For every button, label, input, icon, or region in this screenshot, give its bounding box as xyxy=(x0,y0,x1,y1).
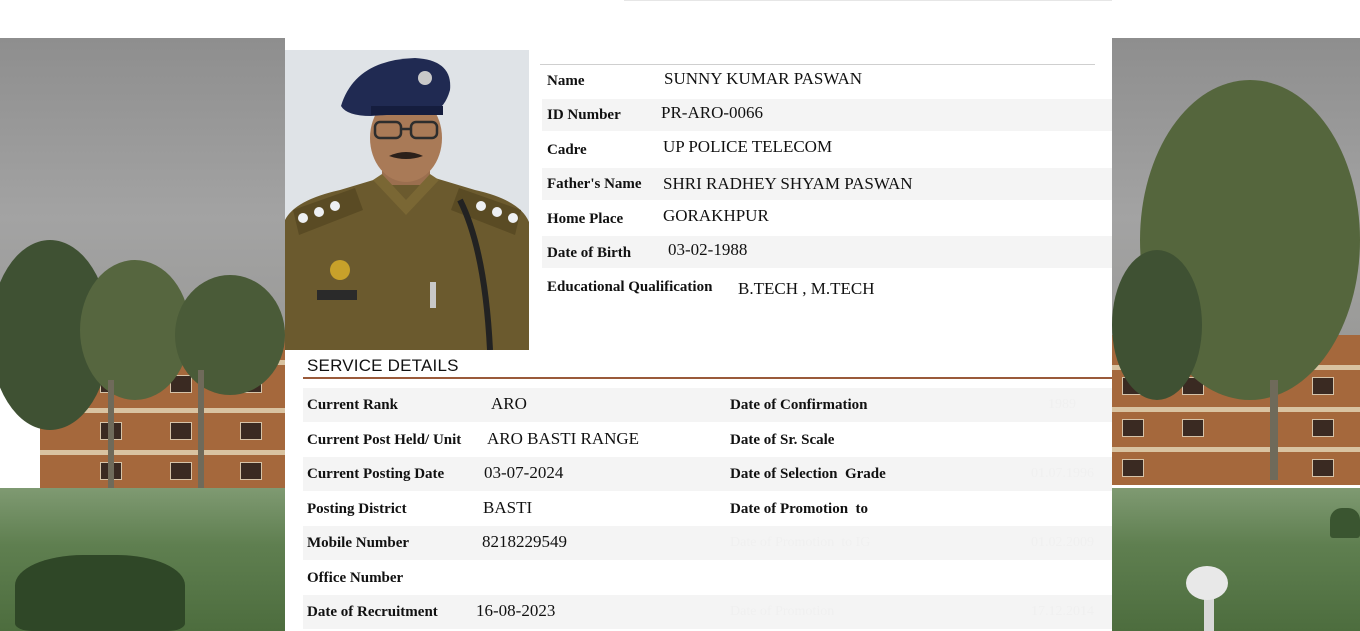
education-label: Educational Qualification xyxy=(547,279,713,295)
posting-district-label: Posting District xyxy=(307,501,407,517)
date-of-promotion-label: Date of Promotion xyxy=(730,604,835,619)
current-rank-label: Current Rank xyxy=(307,397,398,413)
date-of-birth-label: Date of Birth xyxy=(547,245,632,261)
date-of-selection-grade-label: Date of Selection Grade xyxy=(730,466,886,482)
profile-card xyxy=(285,38,1112,631)
current-rank-value: ARO xyxy=(491,394,527,413)
name-value: SUNNY KUMAR PASWAN xyxy=(664,69,863,88)
education-value: B.TECH , M.TECH xyxy=(738,279,875,298)
fathers-name-label: Father's Name xyxy=(547,176,642,192)
info-row-name xyxy=(542,66,1112,98)
date-of-birth-value: 03-02-1988 xyxy=(668,240,748,259)
service-heading-rule xyxy=(303,377,1112,379)
current-posting-date-label: Current Posting Date xyxy=(307,466,445,482)
date-of-promotion-ig-value: 01.02.2009 xyxy=(1031,535,1094,550)
date-of-confirmation-value: 1989 xyxy=(1048,397,1076,412)
home-place-label: Home Place xyxy=(547,211,624,227)
date-of-confirmation-label: Date of Confirmation xyxy=(730,397,868,413)
garden-lamp xyxy=(1186,566,1228,600)
date-of-recruitment-value: 16-08-2023 xyxy=(476,601,556,620)
date-of-recruitment-label: Date of Recruitment xyxy=(307,604,438,620)
date-of-promotion-to-label: Date of Promotion to xyxy=(730,501,869,517)
posting-district-value: BASTI xyxy=(483,498,533,517)
cadre-label: Cadre xyxy=(547,142,587,158)
service-row-6 xyxy=(303,561,1112,595)
info-row-home xyxy=(542,202,1112,234)
tree xyxy=(175,275,285,395)
current-posting-date-value: 03-07-2024 xyxy=(484,463,564,482)
hedge xyxy=(15,555,185,631)
date-of-selection-grade-value: 01.07.1996 xyxy=(1031,466,1094,481)
id-number-label: ID Number xyxy=(547,107,621,123)
info-top-rule xyxy=(540,64,1095,65)
service-details-heading: SERVICE DETAILS xyxy=(307,356,459,375)
info-row-father xyxy=(542,168,1112,200)
service-row-1 xyxy=(303,388,1112,422)
card-top-strip xyxy=(624,0,1112,39)
office-number-label: Office Number xyxy=(307,570,404,586)
info-row-education xyxy=(542,271,1112,311)
service-row-3 xyxy=(303,457,1112,491)
date-of-promotion-ig-label: Date of Promotion to IG xyxy=(730,535,871,550)
tree xyxy=(80,260,190,400)
id-number-value: PR-ARO-0066 xyxy=(661,103,764,122)
date-of-promotion-value: 17.12.2014 xyxy=(1031,604,1094,619)
tree xyxy=(1112,250,1202,400)
officer-portrait-photo xyxy=(285,50,529,350)
info-row-cadre xyxy=(542,133,1112,165)
service-row-4 xyxy=(303,492,1112,526)
date-of-sr-scale-label: Date of Sr. Scale xyxy=(730,432,835,448)
cadre-value: UP POLICE TELECOM xyxy=(663,137,833,156)
officer-portrait-icon xyxy=(285,50,529,350)
info-row-dob xyxy=(542,236,1112,268)
mobile-number-value: 8218229549 xyxy=(482,532,567,551)
name-label: Name xyxy=(547,73,585,89)
service-row-7 xyxy=(303,595,1112,629)
service-row-2 xyxy=(303,423,1112,457)
mobile-number-label: Mobile Number xyxy=(307,535,410,551)
fathers-name-value: SHRI RADHEY SHYAM PASWAN xyxy=(663,174,913,193)
home-place-value: GORAKHPUR xyxy=(663,206,769,225)
info-row-id xyxy=(542,99,1112,131)
service-row-5 xyxy=(303,526,1112,560)
current-post-label: Current Post Held/ Unit xyxy=(307,432,462,448)
current-post-value: ARO BASTI RANGE xyxy=(487,429,640,448)
